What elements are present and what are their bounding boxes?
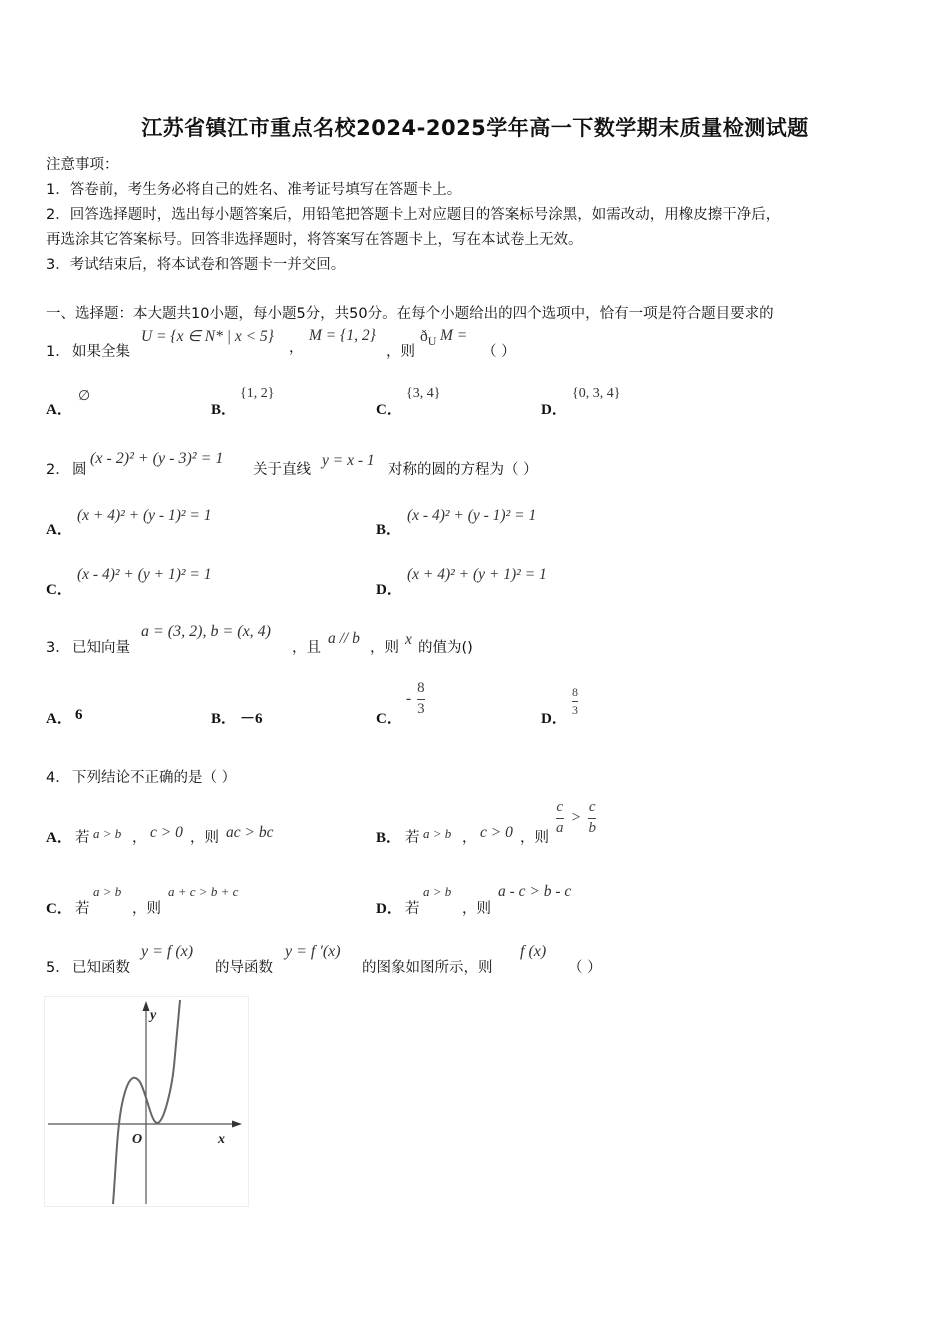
q3-option-c-numerator: 8: [417, 680, 425, 696]
q4-option-c-label[interactable]: C．: [46, 901, 72, 917]
q2-line-equation: y = x - 1: [322, 452, 375, 469]
q1-then: ，则: [386, 344, 415, 360]
q4-option-a-if: 若: [75, 830, 90, 846]
q4-option-b-fraction-1: [556, 800, 564, 837]
q2-text-3: 对称的圆的方程为（ ）: [388, 462, 538, 478]
q1-option-d-label[interactable]: D．: [541, 402, 567, 418]
q3-text-4: 的值为(): [418, 640, 473, 656]
q3-number: 3．: [46, 640, 70, 656]
q5-f: f (x): [520, 943, 547, 960]
q4-option-b-comma: ，: [462, 830, 477, 846]
q5-text-3: 的图象如图所示，则: [362, 960, 493, 976]
q3-option-d-label[interactable]: D．: [541, 711, 567, 727]
q1-option-b-value: {1, 2}: [240, 386, 275, 401]
q3-option-d-value: [572, 686, 578, 716]
q3-option-b-label[interactable]: B．: [211, 711, 237, 727]
q1-option-a-label[interactable]: A．: [46, 402, 72, 418]
q4-number: 4．: [46, 770, 70, 786]
fraction-bar: [572, 701, 578, 702]
q5-function: y = f (x): [141, 943, 194, 960]
q3-option-c-denominator: 3: [417, 700, 425, 717]
q4-option-a-comma: ，: [132, 830, 147, 846]
q3-option-a-value: 6: [75, 707, 83, 723]
q3-option-c-fraction: [417, 681, 425, 718]
q1-option-b-label[interactable]: B．: [211, 402, 237, 418]
q3-option-c-label[interactable]: C．: [376, 711, 402, 727]
q5-number: 5．: [46, 960, 70, 976]
q4-option-b-cond-2: c > 0: [480, 824, 513, 841]
q2-text-1: 圆: [72, 462, 87, 478]
q2-option-a-value: (x + 4)² + (y - 1)² = 1: [77, 507, 212, 524]
q3-option-b-value: －6: [240, 711, 263, 727]
q3-option-d-numerator: 8: [572, 685, 578, 699]
fraction-denominator: a: [556, 819, 564, 836]
q3-option-c-value: [406, 681, 425, 718]
q4-option-a-cond-1: a > b: [93, 826, 122, 841]
fraction-bar: [556, 818, 564, 819]
x-axis-label: x: [218, 1132, 225, 1147]
notice-item-2: 2．回答选择题时，选出每小题答案后，用铅笔把答题卡上对应题目的答案标号涂黑，如需改动，用橡皮擦干净后，: [46, 207, 781, 223]
q4-option-d-result: a - c > b - c: [498, 883, 572, 900]
q2-option-c-label[interactable]: C．: [46, 582, 72, 598]
q1-complement-m: M =: [440, 327, 468, 344]
q1-number: 1．: [46, 344, 70, 360]
y-axis-label: y: [150, 1008, 157, 1023]
q3-text-1: 已知向量: [72, 640, 130, 656]
q4-option-a-label[interactable]: A．: [46, 830, 72, 846]
q2-circle-equation: (x - 2)² + (y - 3)² = 1: [90, 450, 224, 467]
q4-option-d-if: 若: [405, 901, 420, 917]
q1-option-d-value: {0, 3, 4}: [572, 386, 621, 401]
q1-text: 如果全集: [72, 344, 130, 360]
notice-item-1: 1．答卷前，考生务必将自己的姓名、准考证号填写在答题卡上。: [46, 182, 462, 198]
q2-option-d-value: (x + 4)² + (y + 1)² = 1: [407, 566, 547, 583]
q4-option-b-then: ，则: [520, 830, 549, 846]
fraction-numerator: c: [556, 799, 564, 815]
q4-option-b-label[interactable]: B．: [376, 830, 402, 846]
q4-option-b-cond-1: a > b: [423, 826, 452, 841]
notice-item-2-cont: 再选涂其它答案标号。回答非选择题时，将答案写在答题卡上，写在本试卷上无效。: [46, 232, 583, 248]
q3-parallel: a // b: [328, 630, 360, 647]
q2-option-b-value: (x - 4)² + (y - 1)² = 1: [407, 507, 537, 524]
q1-option-c-label[interactable]: C．: [376, 402, 402, 418]
page-title: 江苏省镇江市重点名校2024-2025学年高一下数学期末质量检测试题: [141, 116, 809, 140]
fraction-denominator: b: [588, 819, 596, 836]
q2-option-b-label[interactable]: B．: [376, 522, 402, 538]
q1-complement-sub: U: [427, 334, 437, 349]
q3-option-c-sign: -: [406, 690, 412, 708]
q4-option-a-cond-2: c > 0: [150, 824, 183, 841]
q3-text-3: ，则: [370, 640, 399, 656]
q4-option-d-label[interactable]: D．: [376, 901, 402, 917]
q3-option-a-label[interactable]: A．: [46, 711, 72, 727]
q4-option-b-result: [556, 800, 596, 837]
q4-text: 下列结论不正确的是（ ）: [72, 770, 237, 786]
notice-heading: 注意事项：: [46, 157, 119, 173]
q4-option-a-then: ，则: [190, 830, 219, 846]
q4-option-b-if: 若: [405, 830, 420, 846]
q1-sep: ，: [289, 340, 304, 356]
q1-set-m: M = {1, 2}: [309, 327, 376, 344]
q2-option-d-label[interactable]: D．: [376, 582, 402, 598]
q1-complement: [420, 328, 436, 349]
fraction-numerator: c: [588, 799, 596, 815]
q5-text-1: 已知函数: [72, 960, 130, 976]
fraction-bar: [417, 699, 425, 700]
q3-option-d-denominator: 3: [572, 702, 578, 717]
q4-option-a-result: ac > bc: [226, 824, 274, 841]
notice-item-3: 3．考试结束后，将本试卷和答题卡一并交回。: [46, 257, 346, 273]
q2-option-c-value: (x - 4)² + (y + 1)² = 1: [77, 566, 212, 583]
q2-option-a-label[interactable]: A．: [46, 522, 72, 538]
origin-label: O: [132, 1132, 143, 1147]
q4-option-c-result: a + c > b + c: [168, 884, 239, 899]
q4-option-d-then: ，则: [462, 901, 491, 917]
q4-option-b-gt: >: [571, 809, 581, 827]
q1-set-u: U = {x ∈ N* | x < 5}: [141, 328, 274, 345]
fraction-bar: [588, 818, 596, 819]
q2-number: 2．: [46, 462, 70, 478]
q3-option-d-fraction: [572, 686, 578, 716]
q4-option-c-cond: a > b: [93, 884, 122, 899]
q5-text-4: （ ）: [568, 960, 602, 976]
q3-text-2: ，且: [292, 640, 321, 656]
q3-var: x: [405, 631, 412, 648]
q4-option-d-cond: a > b: [423, 884, 452, 899]
q3-vectors: a = (3, 2), b = (x, 4): [141, 623, 272, 640]
q4-option-c-then: ，则: [132, 901, 161, 917]
q4-option-b-fraction-2: [588, 800, 596, 837]
q1-paren: （ ）: [482, 344, 516, 360]
q1-complement-symbol: ð: [420, 328, 428, 345]
q1-option-c-value: {3, 4}: [406, 386, 441, 401]
q1-option-a-value: ∅: [78, 389, 91, 404]
q2-text-2: 关于直线: [253, 462, 311, 478]
q5-derivative: y = f ′(x): [285, 943, 341, 960]
derivative-graph: [44, 996, 250, 1208]
section-heading: 一、选择题：本大题共10小题，每小题5分，共50分。在每个小题给出的四个选项中，恰有一项是符合题目要求的: [46, 306, 774, 322]
q4-option-c-if: 若: [75, 901, 90, 917]
q5-text-2: 的导函数: [215, 960, 273, 976]
